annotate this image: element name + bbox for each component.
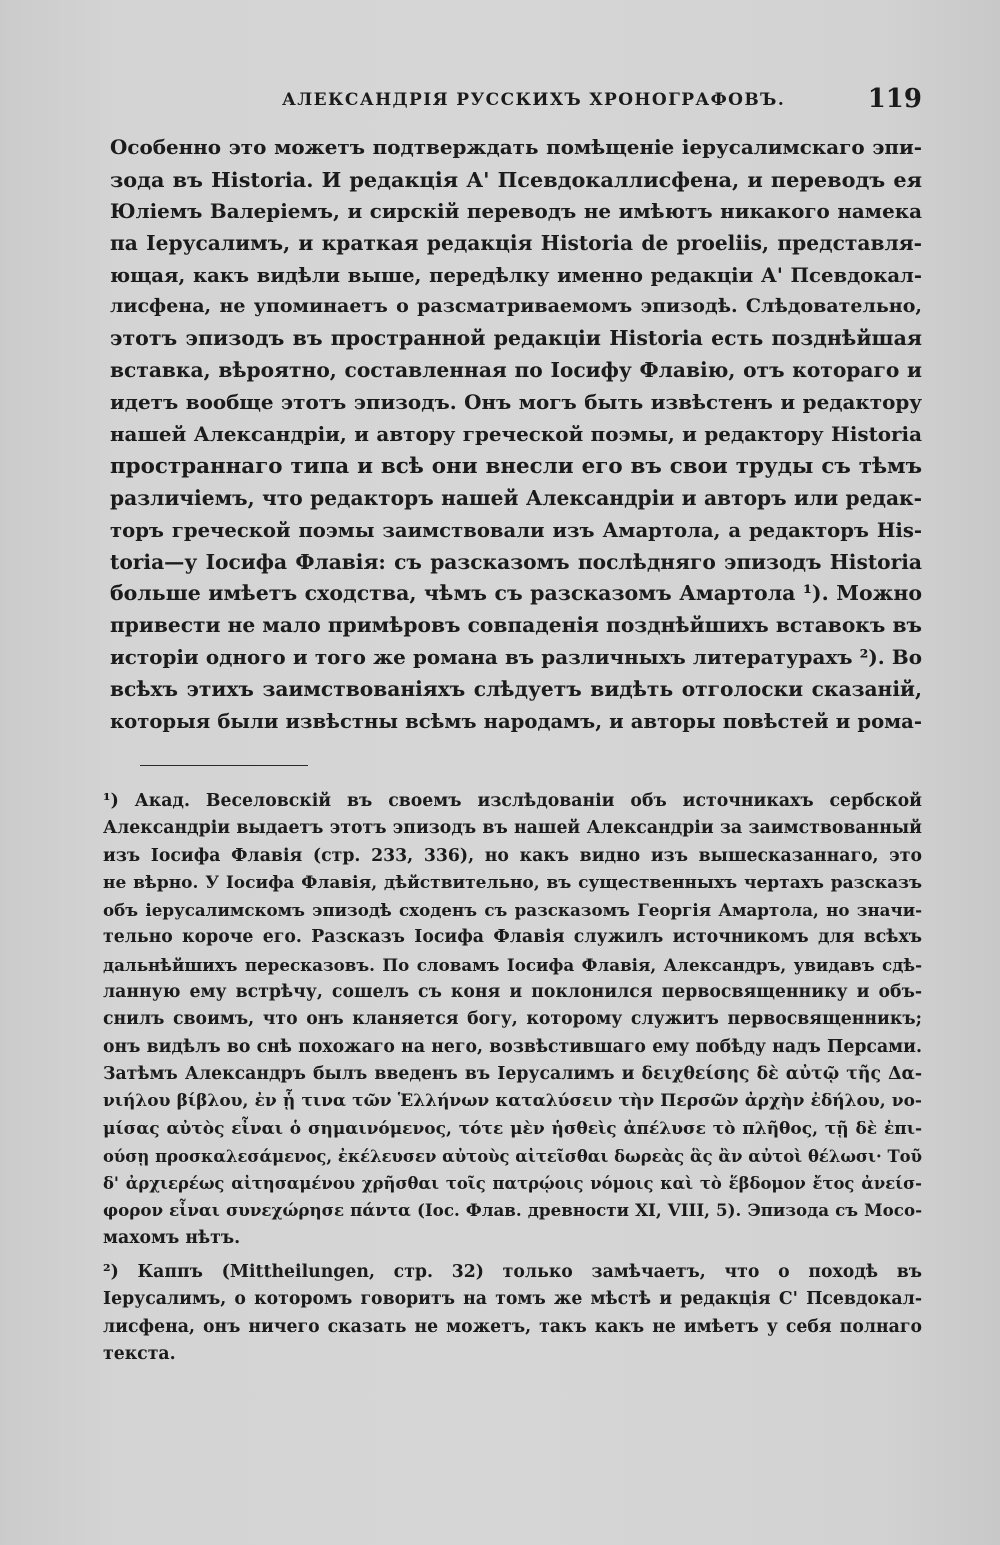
footnote-line: махомъ нѣтъ. <box>103 1227 241 1248</box>
text-line: торъ греческой поэмы заимствовали изъ Амартола, а редакторъ His- <box>110 518 922 542</box>
text-line: которыя были извѣстны всѣмъ народамъ, и авторы повѣстей и рома- <box>110 710 922 734</box>
text-line: лисфена, не упоминаетъ о разсматриваемомъ эпизодѣ. Слѣдовательно, <box>110 295 922 318</box>
text-line: привести не мало примѣровъ совпаденія позднѣйшихъ вставокъ въ <box>110 613 922 638</box>
page-number: 119 <box>867 84 922 114</box>
text-line: нашей Александріи, и автору греческой поэмы, и редактору Historia <box>110 422 922 447</box>
text-line: toria—у Іосифа Флавія: съ разсказомъ послѣдняго эпизодъ Historia <box>110 549 922 574</box>
footnote-line: μίσας αὐτὸς εἶναι ὁ σημαινόμενος, τότε μὲν ἡσθεὶς ἀπέλυσε τὸ πλῆθος, τῇ δὲ ἐπι- <box>103 1118 922 1139</box>
footnote-separator <box>140 765 308 766</box>
text-line: всѣхъ этихъ заимствованіяхъ слѣдуетъ видѣть отголоски сказаній, <box>110 677 922 702</box>
running-title: АЛЕКСАНДРІЯ РУССКИХЪ ХРОНОГРАФОВЪ. <box>282 90 786 110</box>
footnote-line: дальнѣйшихъ пересказовъ. По словамъ Іосифа Флавія, Александръ, увидавъ сдѣ- <box>103 954 922 975</box>
footnote-2 <box>103 1259 922 1368</box>
footnote-line: текста. <box>103 1343 176 1364</box>
text-line: вставка, вѣроятно, составленная по Іосифу Флавію, отъ котораго и <box>110 358 922 383</box>
footnote-line: не вѣрно. У Іосифа Флавія, дѣйствительно, въ существенныхъ чертахъ разсказъ <box>103 872 922 893</box>
footnote-line: δ' ἀρχιερέως αἰτησαμένου χρῆσθαι τοῖς πατρῴοις νόμοις καὶ τὸ ἕβδομον ἔτος ἀνείσ- <box>103 1174 922 1194</box>
page-header <box>110 84 922 118</box>
footnote-line: ²) Каппъ (Mittheilungen, стр. 32) только замѣчаетъ, что о походѣ въ <box>103 1262 922 1283</box>
footnote-line: Затѣмъ Александръ былъ введенъ въ Іерусалимъ и δειχθείσης δὲ αὐτῷ τῆς Δα- <box>103 1063 922 1084</box>
footnote-line: φορον εἶναι συνεχώρησε πάντα (Іос. Флав. древности XI, VIII, 5). Эпизода съ Мосо- <box>103 1200 922 1221</box>
footnote-line: объ іерусалимскомъ эпизодѣ сходенъ съ разсказомъ Георгія Амартола, но значи- <box>103 900 922 921</box>
text-line: Юліемъ Валеріемъ, и сирскій переводъ не имѣютъ никакого намека <box>110 198 922 223</box>
main-text <box>110 132 922 738</box>
footnote-line: ланную ему встрѣчу, сошелъ съ коня и поклонился первосвященнику и объ- <box>103 982 922 1003</box>
footnotes <box>103 788 922 1368</box>
text-line: пространнаго типа и всѣ они внесли его въ свои труды съ тѣмъ <box>110 453 922 479</box>
footnote-line: Іерусалимъ, о которомъ говоритъ на томъ же мѣстѣ и редакція С' Псевдокал- <box>103 1289 922 1310</box>
text-line: различіемъ, что редакторъ нашей Александріи и авторъ или редак- <box>110 485 922 510</box>
text-line: этотъ эпизодъ въ пространной редакціи Historia есть позднѣйшая <box>110 326 922 351</box>
footnote-line: онъ видѣлъ во снѣ похожаго на него, возвѣстившаго ему побѣду надъ Персами. <box>103 1036 922 1057</box>
text-line: больше имѣетъ сходства, чѣмъ съ разсказомъ Амартола ¹). Можно <box>110 581 922 606</box>
footnote-1 <box>103 788 922 1252</box>
text-line: идетъ вообще этотъ эпизодъ. Онъ могъ быть извѣстенъ и редактору <box>110 390 922 415</box>
text-line: зода въ Historia. И редакція А' Псевдокаллисфена, и переводъ ея <box>110 166 922 192</box>
footnote-line: лисфена, онъ ничего сказать не можетъ, такъ какъ не имѣетъ у себя полнаго <box>103 1316 922 1337</box>
text-line: па Іерусалимъ, и краткая редакція Historia de proeliis, представля- <box>110 230 922 255</box>
footnote-line: Александріи выдаетъ этотъ эпизодъ въ нашей Александріи за заимствованный <box>103 818 922 839</box>
footnote-line: тельно короче его. Разсказъ Іосифа Флавія служилъ источникомъ для всѣхъ <box>103 927 922 948</box>
footnote-line: ούσῃ προσκαλεσάμενος, ἐκέλευσεν αὐτοὺς αἰτεῖσθαι δωρεὰς ἃς ἂν αὐτοὶ θέλωσι· Τοῦ <box>103 1146 922 1166</box>
text-line: исторіи одного и того же романа въ различныхъ литературахъ ²). Во <box>110 645 922 670</box>
footnote-line: снилъ своимъ, что онъ кланяется богу, которому служитъ первосвященникъ; <box>103 1009 922 1030</box>
text-line: Особенно это можетъ подтверждать помѣщеніе іерусалимскаго эпи- <box>110 135 922 159</box>
text-line: ющая, какъ видѣли выше, передѣлку именно редакціи А' Псевдокал- <box>110 263 922 287</box>
footnote-line: изъ Іосифа Флавія (стр. 233, 336), но какъ видно изъ вышесказаннаго, это <box>103 845 922 866</box>
footnote-line: νιήλου βίβλου, ἐν ᾗ τινα τῶν Ἑλλήνων καταλύσειν τὴν Περσῶν ἀρχὴν ἐδήλου, νο- <box>103 1091 922 1112</box>
footnote-line: ¹) Акад. Веселовскій въ своемъ изслѣдованіи объ источникахъ сербской <box>103 791 922 811</box>
